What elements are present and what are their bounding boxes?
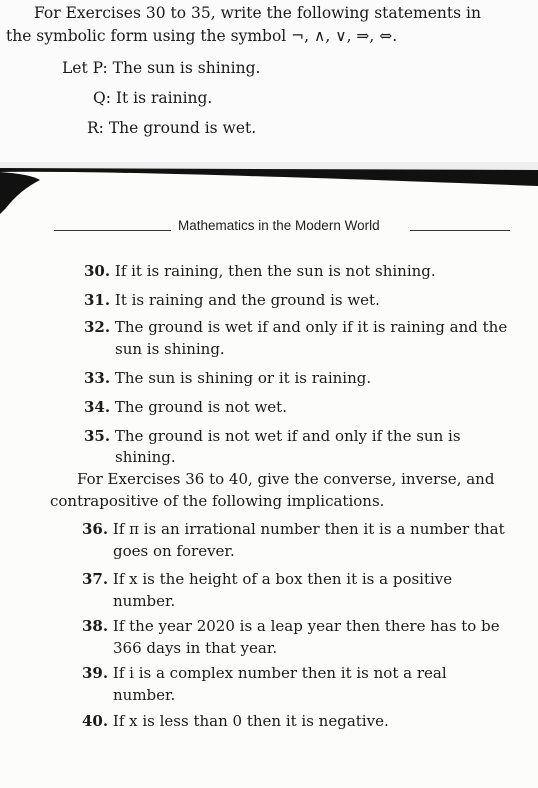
exercise-33: 33. The sun is shining or it is raining. — [84, 369, 372, 387]
exercise-34: 34. The ground is not wet. — [84, 398, 287, 416]
exercise-36: 36. If π is an irrational number then it is a number that — [82, 520, 505, 538]
exercise-39-cont: number. — [113, 686, 176, 704]
q-statement: Q: It is raining. — [93, 89, 213, 107]
let-p-statement: Let P: The sun is shining. — [62, 59, 261, 77]
header-rule-left — [54, 230, 171, 231]
exercise-40: 40. If x is less than 0 then it is negative. — [82, 712, 389, 730]
top-page-section — [0, 0, 538, 162]
intro-line-2: the symbolic form using the symbol ¬, ∧, ∨, ⇒, ⇔. — [6, 27, 398, 45]
exercise-32: 32. The ground is wet if and only if it is raining and the — [84, 318, 508, 336]
running-header: Mathematics in the Modern World — [178, 218, 380, 233]
section2-line-2: contrapositive of the following implications. — [50, 492, 385, 510]
exercise-37-cont: number. — [113, 592, 176, 610]
exercise-37: 37. If x is the height of a box then it is a positive — [82, 570, 453, 588]
exercise-39: 39. If i is a complex number then it is not a real — [82, 664, 447, 682]
r-statement: R: The ground is wet. — [87, 119, 257, 137]
section2-line-1: For Exercises 36 to 40, give the converse, inverse, and — [77, 470, 495, 488]
exercise-35-cont: shining. — [115, 448, 176, 466]
exercise-31: 31. It is raining and the ground is wet. — [84, 291, 380, 309]
header-rule-right — [410, 230, 510, 231]
page-edge-shadow — [0, 168, 538, 218]
exercise-38-cont: 366 days in that year. — [113, 639, 278, 657]
exercise-38: 38. If the year 2020 is a leap year then there has to be — [82, 617, 500, 635]
exercise-32-cont: sun is shining. — [115, 340, 225, 358]
exercise-35: 35. The ground is not wet if and only if the sun is — [84, 427, 461, 445]
exercise-30: 30. If it is raining, then the sun is not shining. — [84, 262, 436, 280]
intro-line-1: For Exercises 30 to 35, write the following statements in — [34, 4, 481, 22]
exercise-36-cont: goes on forever. — [113, 542, 235, 560]
